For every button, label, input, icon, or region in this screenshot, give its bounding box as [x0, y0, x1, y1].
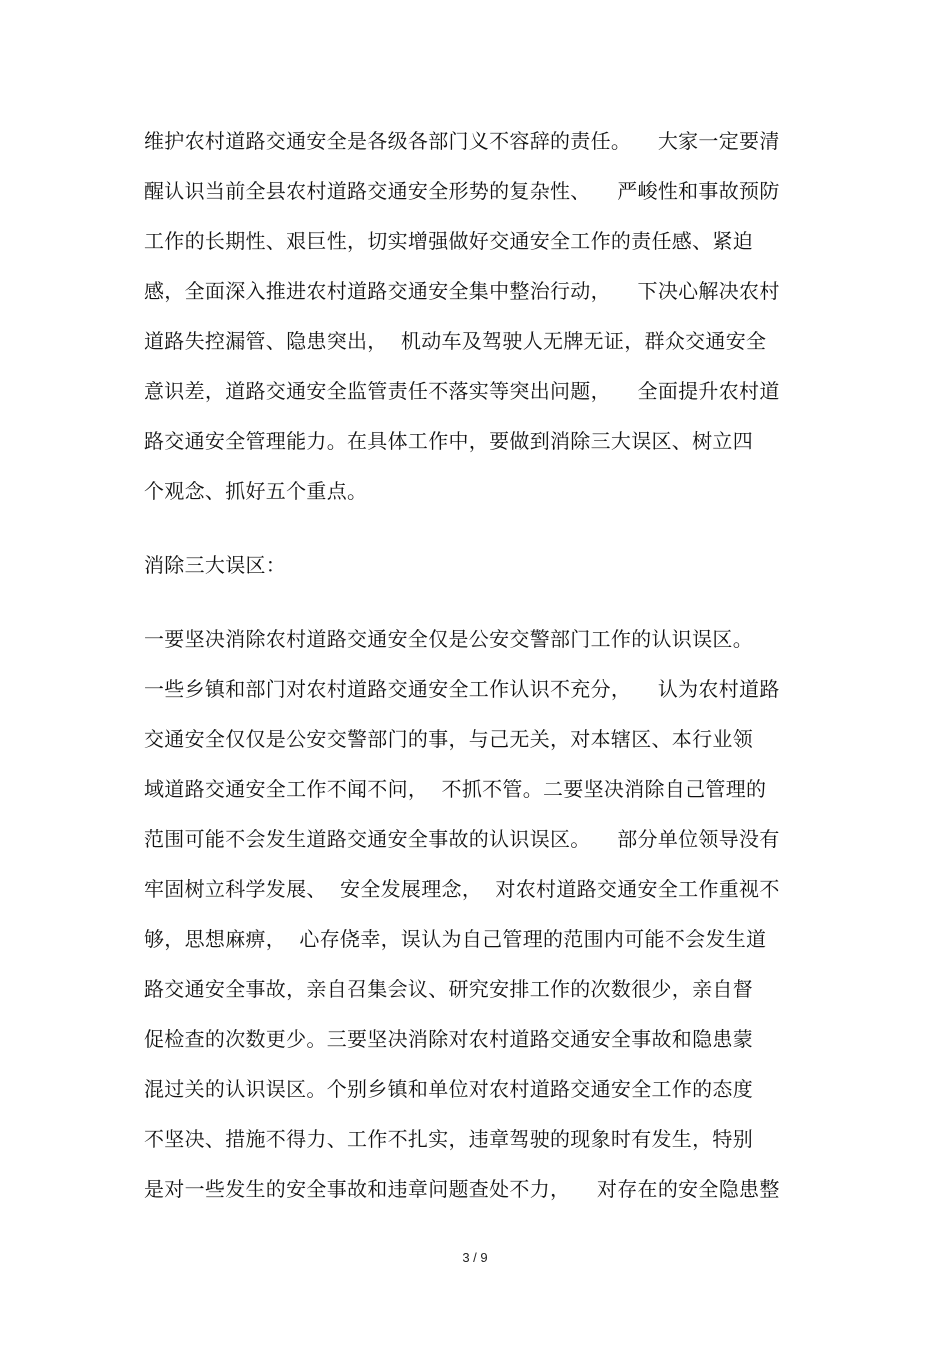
text-line: 交通安全仅仅是公安交警部门的事，与己无关，对本辖区、本行业领 — [144, 727, 753, 751]
text-line: 感，全面深入推进农村道路交通安全集中整治行动， 下决心解决农村 — [144, 279, 780, 303]
text-line: 意识差，道路交通安全监管责任不落实等突出问题， 全面提升农村道 — [144, 379, 780, 403]
text-line: 促检查的次数更少。三要坚决消除对农村道路交通安全事故和隐患蒙 — [144, 1027, 753, 1051]
text-line: 域道路交通安全工作不闻不问， 不抓不管。二要坚决消除自己管理的 — [144, 777, 767, 801]
text-line: 醒认识当前全县农村道路交通安全形势的复杂性、 严峻性和事故预防 — [144, 179, 780, 203]
text-line: 道路失控漏管、隐患突出， 机动车及驾驶人无牌无证，群众交通安全 — [144, 329, 767, 353]
text-line: 路交通安全管理能力。在具体工作中，要做到消除三大误区、树立四 — [144, 429, 753, 453]
text-line: 牢固树立科学发展、 安全发展理念， 对农村道路交通安全工作重视不 — [144, 877, 780, 901]
text-line: 个观念、抓好五个重点。 — [144, 479, 368, 503]
text-line: 路交通安全事故，亲自召集会议、研究安排工作的次数很少，亲自督 — [144, 977, 753, 1001]
text-line: 一些乡镇和部门对农村道路交通安全工作认识不充分， 认为农村道路 — [144, 677, 780, 701]
text-line: 不坚决、措施不得力、工作不扎实，违章驾驶的现象时有发生，特别 — [144, 1127, 753, 1151]
text-line: 是对一些发生的安全事故和违章问题查处不力， 对存在的安全隐患整 — [144, 1177, 780, 1201]
text-line: 一要坚决消除农村道路交通安全仅是公安交警部门工作的认识误区。 — [144, 627, 753, 651]
text-line: 范围可能不会发生道路交通安全事故的认识误区。 部分单位领导没有 — [144, 827, 780, 851]
section-heading: 消除三大误区： — [144, 553, 287, 577]
text-line: 工作的长期性、艰巨性，切实增强做好交通安全工作的责任感、紧迫 — [144, 229, 753, 253]
page-number: 3 / 9 — [462, 1250, 488, 1265]
text-line: 混过关的认识误区。个别乡镇和单位对农村道路交通安全工作的态度 — [144, 1077, 753, 1101]
text-line: 维护农村道路交通安全是各级各部门义不容辞的责任。 大家一定要清 — [144, 129, 780, 153]
text-line: 够，思想麻痹， 心存侥幸，误认为自己管理的范围内可能不会发生道 — [144, 927, 767, 951]
